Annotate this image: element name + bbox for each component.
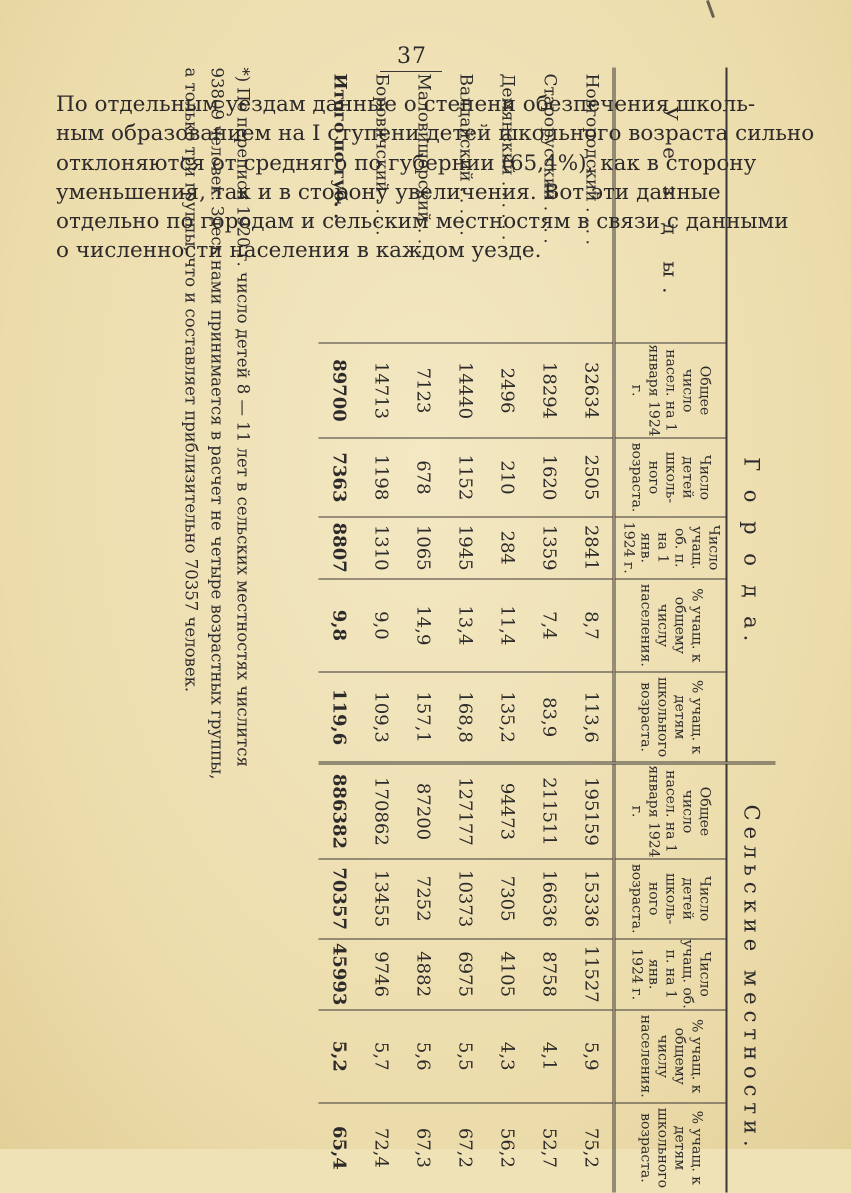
- group-spacer: [727, 68, 776, 343]
- rural-value: 70357: [319, 859, 361, 939]
- city-value: 1359: [529, 517, 571, 579]
- rural-value: 4105: [487, 939, 529, 1010]
- col-city-pupils: Число учащ. об. п. на 1 янв. 1924 г.: [614, 517, 727, 579]
- city-value: 135,2: [487, 672, 529, 763]
- city-value: 168,8: [445, 672, 487, 763]
- table-row: [361, 68, 403, 1193]
- city-value: 1198: [361, 438, 403, 516]
- intro-line: По отдельным уездам данные о степени обезпечения школь-: [56, 92, 756, 117]
- city-value: 8,7: [571, 579, 615, 672]
- rural-value: 9746: [361, 939, 403, 1010]
- table-total-row: [319, 68, 361, 1193]
- rural-value: 7305: [487, 859, 529, 939]
- city-value: 14713: [361, 343, 403, 438]
- col-rural-pct-pop: % учащ. к общему числу населения.: [614, 1010, 727, 1103]
- rural-value: 67,3: [403, 1103, 445, 1193]
- rural-value: 56,2: [487, 1103, 529, 1193]
- city-value: 210: [487, 438, 529, 516]
- col-rural-children: Число детей школь-ного возраста.: [614, 859, 727, 939]
- city-value: 1152: [445, 438, 487, 516]
- intro-line: ным образованием на I ступени детей школьного возраста сильно: [56, 121, 815, 147]
- uezd-name: Итого по губ. .: [329, 73, 350, 220]
- city-value: 1310: [361, 517, 403, 579]
- city-value: 11,4: [487, 579, 529, 672]
- city-value: 9,0: [361, 579, 403, 672]
- city-value: 7363: [319, 438, 361, 516]
- city-value: 7,4: [529, 579, 571, 672]
- rural-value: 5,2: [319, 1010, 361, 1103]
- rural-value: 7252: [403, 859, 445, 939]
- rural-value: 72,4: [361, 1103, 403, 1193]
- rural-value: 52,7: [529, 1103, 571, 1193]
- table-row: [403, 68, 445, 1193]
- rural-value: 5,5: [445, 1010, 487, 1103]
- uezd-name: Валдайский . . . . .: [455, 73, 476, 236]
- col-rural-pupils: Число учащ. об. п. на 1 янв. 1924 г.: [614, 939, 727, 1010]
- city-value: 7123: [403, 343, 445, 438]
- rural-value: 94473: [487, 763, 529, 858]
- city-value: 14440: [445, 343, 487, 438]
- rural-value: 5,7: [361, 1010, 403, 1103]
- table-row: [487, 68, 529, 1193]
- city-value: 2505: [571, 438, 615, 516]
- rural-value: 5,6: [403, 1010, 445, 1103]
- city-value: 32634: [571, 343, 615, 438]
- col-city-pct-children: % учащ. к детям школьного возраста.: [614, 672, 727, 763]
- city-value: 1065: [403, 517, 445, 579]
- rural-value: 170862: [361, 763, 403, 858]
- intro-line: о численности населения в каждом уезде.: [56, 238, 542, 264]
- group-cities: Г о р о д а.: [727, 343, 776, 763]
- page-number: 37: [397, 44, 427, 69]
- col-uezdy: У е з д ы.: [659, 106, 683, 304]
- intro-line: уменьшения, так и в сторону увеличения. Вот эти данные: [56, 179, 721, 205]
- column-header-row: [614, 68, 727, 1193]
- city-value: 2841: [571, 517, 615, 579]
- rural-value: 11527: [571, 939, 615, 1010]
- col-rural-pct-children: % учащ. к детям школьного возраста.: [614, 1103, 727, 1193]
- footnote-line: *) По переписи 1920 г. число детей 8 — 11 лет в сельских местностях числится: [233, 67, 253, 767]
- rural-value: 67,2: [445, 1103, 487, 1193]
- col-city-pct-pop: % учащ. к общему числу населения.: [614, 579, 727, 672]
- uezd-name: Старорусский . . . .: [539, 73, 560, 244]
- col-rural-population: Общее число насел. на 1 января 1924 г.: [614, 763, 727, 858]
- uezd-name: Боровичский . . . .: [371, 73, 392, 236]
- col-city-population: Общее число насел. на 1 января 1924 г.: [614, 343, 727, 438]
- group-header-row: [727, 68, 776, 1193]
- table-row: [571, 68, 615, 1193]
- city-value: 157,1: [403, 672, 445, 763]
- table-row: [445, 68, 487, 1193]
- table-row: [529, 68, 571, 1193]
- city-value: 14,9: [403, 579, 445, 672]
- rural-value: 4882: [403, 939, 445, 1010]
- footnote: [178, 68, 256, 1193]
- footnote-line: а только три группы, что и составляет приблизительно 70357 человек.: [181, 67, 201, 693]
- city-value: 18294: [529, 343, 571, 438]
- rural-value: 4,1: [529, 1010, 571, 1103]
- rural-value: 87200: [403, 763, 445, 858]
- city-value: 109,3: [361, 672, 403, 763]
- rural-value: 127177: [445, 763, 487, 858]
- rotated-table-block: [86, 68, 776, 1193]
- city-value: 8807: [319, 517, 361, 579]
- city-value: 284: [487, 517, 529, 579]
- rural-value: 195159: [571, 763, 615, 858]
- city-value: 119,6: [319, 672, 361, 763]
- city-value: 1945: [445, 517, 487, 579]
- rural-value: 6975: [445, 939, 487, 1010]
- rural-value: 16636: [529, 859, 571, 939]
- rural-value: 65,4: [319, 1103, 361, 1193]
- city-value: 678: [403, 438, 445, 516]
- uezd-name: Демянский . . . . . .: [497, 73, 518, 241]
- city-value: 83,9: [529, 672, 571, 763]
- city-value: 9,8: [319, 579, 361, 672]
- city-value: 13,4: [445, 579, 487, 672]
- city-value: 113,6: [571, 672, 615, 763]
- rural-value: 4,3: [487, 1010, 529, 1103]
- rural-value: 10373: [445, 859, 487, 939]
- statistics-table: [319, 68, 776, 1193]
- table-body: [319, 68, 615, 1193]
- col-city-children: Число детей школь-ного возраста.: [614, 438, 727, 516]
- uezd-name: Маловишерский . . .: [413, 73, 434, 255]
- uezd-name: Новгородский . . . .: [571, 68, 615, 343]
- city-value: 2496: [487, 343, 529, 438]
- rural-value: 45993: [319, 939, 361, 1010]
- rural-value: 5,9: [571, 1010, 615, 1103]
- rural-value: 15336: [571, 859, 615, 939]
- rural-value: 8758: [529, 939, 571, 1010]
- rural-value: 75,2: [571, 1103, 615, 1193]
- intro-line: отдельно по городам и сельским местностям в связи с данными: [56, 209, 789, 235]
- rural-value: 13455: [361, 859, 403, 939]
- group-rural: Сельские местности.: [727, 763, 776, 1192]
- city-value: 89700: [319, 343, 361, 438]
- footnote-line: 93809 человек. Здесь нами принимается в расчет не четыре возрастных группы,: [207, 67, 227, 780]
- rural-value: 886382: [319, 763, 361, 858]
- rural-value: 211511: [529, 763, 571, 858]
- intro-line: отклоняются от средняго по губернии (65,4%), как в сторону: [56, 150, 757, 176]
- city-value: 1620: [529, 438, 571, 516]
